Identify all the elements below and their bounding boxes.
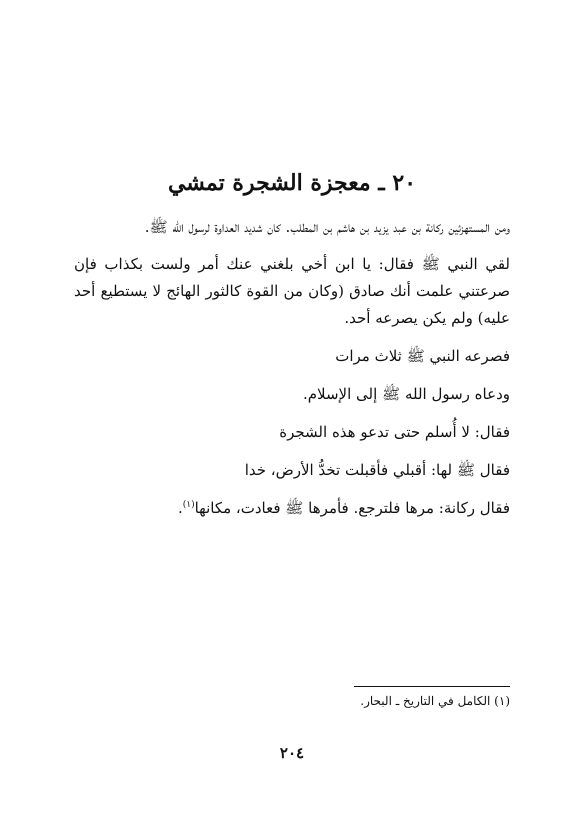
paragraph-2: لقي النبي ﷺ فقال: يا ابن أخي بلغني عنك أمر ولست بكذاب فإن صرعتني علمت أنك صادق (وكان من القوة كالثور الهائج لا يستطيع أحد عليه) ولم يكن يصرعه أحد.	[74, 255, 510, 327]
paragraph-7	[74, 495, 510, 522]
body-text	[74, 214, 510, 522]
paragraph-5: فقال: لا أُسلم حتى تدعو هذه الشجرة	[279, 423, 510, 441]
paragraph-3: فصرعه النبي ﷺ ثلاث مرات	[335, 347, 510, 365]
paragraph-7-text: فقال ركانة: مرها فلترجع. فأمرها ﷺ فعادت، مكانها	[194, 499, 510, 517]
footnote-divider	[354, 686, 510, 687]
paragraph-1: ومن المستهزئين ركانة بن عبد يزيد بن هاشم بن المطلب. كان شديد العداوة لرسول الله ﷺ.	[144, 218, 510, 236]
paragraph-4: ودعاه رسول الله ﷺ إلى الإسلام.	[302, 385, 510, 403]
paragraph-7-period: .	[177, 499, 183, 517]
chapter-title: ٢٠ ـ معجزة الشجرة تمشي	[167, 170, 417, 196]
footnote: (١) الكامل في التاريخ ـ البحار.	[360, 694, 510, 708]
paragraph-6: فقال ﷺ لها: أقبلي فأقبلت تخدُّ الأرض، خدا	[244, 461, 510, 479]
footnote-reference: (١)	[182, 500, 195, 510]
page-number: ٢٠٤	[279, 744, 305, 762]
